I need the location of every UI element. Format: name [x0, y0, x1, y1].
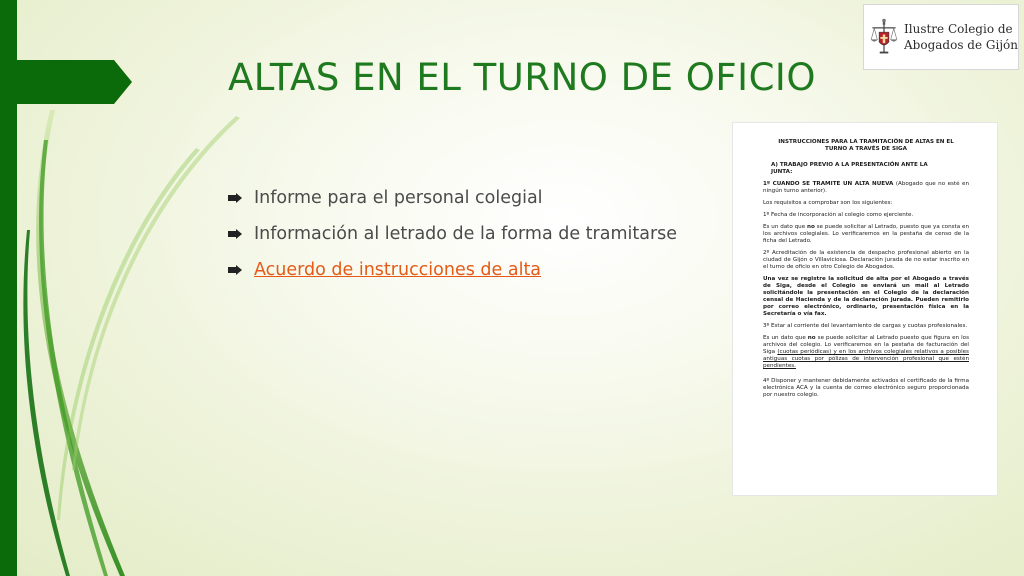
left-bar	[0, 0, 17, 576]
doc-p8-a: Es un dato que	[763, 335, 808, 341]
doc-paragraph-6: Una vez se registre la solicitud de alta por el Abogado a través de Siga, desde el Colegio se enviará un mail al Letrado solicitándole la presentación en el Colegio de la declaración censal de Hacienda y de la declaración jurada. Pueden remitirlo por correo electrónico, ordinario, presentación física en la Secretaría o vía fax.	[763, 276, 969, 317]
doc-p4-c: se puede solicitar al Letrado, puesto que ya consta en los archivos colegiales. Lo verificaremos en la pestaña de censo de la ficha del Letrado.	[763, 224, 969, 244]
doc-p4-a: Es un dato que	[763, 224, 807, 230]
doc-p8-b: no	[807, 335, 816, 341]
swoosh-4	[72, 116, 240, 470]
logo-text	[904, 21, 1018, 53]
bullet-text: Información al letrado de la forma de tramitarse	[254, 224, 678, 244]
doc-title	[763, 139, 969, 153]
bullet-list	[228, 180, 677, 288]
doc-section-a-line-1: A) TRABAJO PREVIO A LA PRESENTACIÓN ANTE LA	[771, 162, 928, 168]
bullet-arrow-icon	[228, 193, 242, 203]
bullet-item-informe	[228, 180, 677, 216]
acuerdo-link[interactable]: Acuerdo de instrucciones de alta	[254, 260, 542, 280]
scales-of-justice-icon	[870, 7, 898, 67]
doc-paragraph-2: Los requisitos a comprobar son los siguientes:	[763, 200, 893, 206]
doc-paragraph-1	[763, 181, 969, 195]
colegio-logo	[863, 4, 1019, 70]
bullet-item-acuerdo	[228, 252, 677, 288]
slide-title: ALTAS EN EL TURNO DE OFICIO	[228, 56, 816, 99]
doc-paragraph-8	[763, 335, 969, 370]
doc-paragraph-9: 4º Disponer y mantener debidamente activados el certificado de la firma electrónica ACA y la cuenta de correo electrónico seguro proporcionada por nuestro colegio.	[763, 378, 969, 398]
doc-p1-rest: (Abogado que no esté en ningún turno anterior).	[763, 181, 969, 194]
instructions-document-image	[732, 122, 998, 496]
doc-p1-bold: 1º CUANDO SE TRAMITE UN ALTA NUEVA	[763, 181, 894, 187]
doc-title-line-2: TURNO A TRAVÉS DE SIGA	[825, 146, 907, 152]
doc-p4-b: no	[806, 224, 815, 230]
doc-paragraph-5: 2º Acreditación de la existencia de despacho profesional abierto en la ciudad de Gijón o Villaviciosa. Declaración jurada de no estar inscrito en el turno de oficio en otro Colegio de Abogados.	[763, 250, 969, 270]
bullet-arrow-icon	[228, 265, 242, 275]
doc-p8-c: se puede solicitar al Letrado puesto que figura en los archivos del colegio. Lo verificaremos en la pestaña de facturación del Siga	[763, 335, 969, 355]
doc-paragraph-7: 3º Estar al corriente del levantamiento de cargas y cuotas profesionales.	[763, 323, 968, 329]
doc-paragraph-4	[763, 224, 969, 245]
doc-title-line-1: INSTRUCCIONES PARA LA TRAMITACIÓN DE ALTAS EN EL	[778, 139, 954, 145]
doc-p8-d: (cuotas periódicas) y en los archivos colegiales relativos a posibles antiguas cuotas por pólizas de intervención profesional que estén pendientes.	[763, 349, 969, 369]
logo-line-2: Abogados de Gijón	[904, 38, 1018, 52]
doc-paragraph-3: 1º Fecha de incorporación al colegio como ejerciente.	[763, 212, 914, 218]
logo-line-1: Ilustre Colegio de	[904, 22, 1013, 36]
bullet-arrow-icon	[228, 229, 242, 239]
doc-section-a	[771, 162, 969, 176]
bullet-text: Informe para el personal colegial	[254, 188, 543, 208]
doc-section-a-line-2: JUNTA:	[771, 169, 793, 175]
bullet-item-informacion	[228, 216, 677, 252]
header-arrow	[17, 60, 132, 104]
